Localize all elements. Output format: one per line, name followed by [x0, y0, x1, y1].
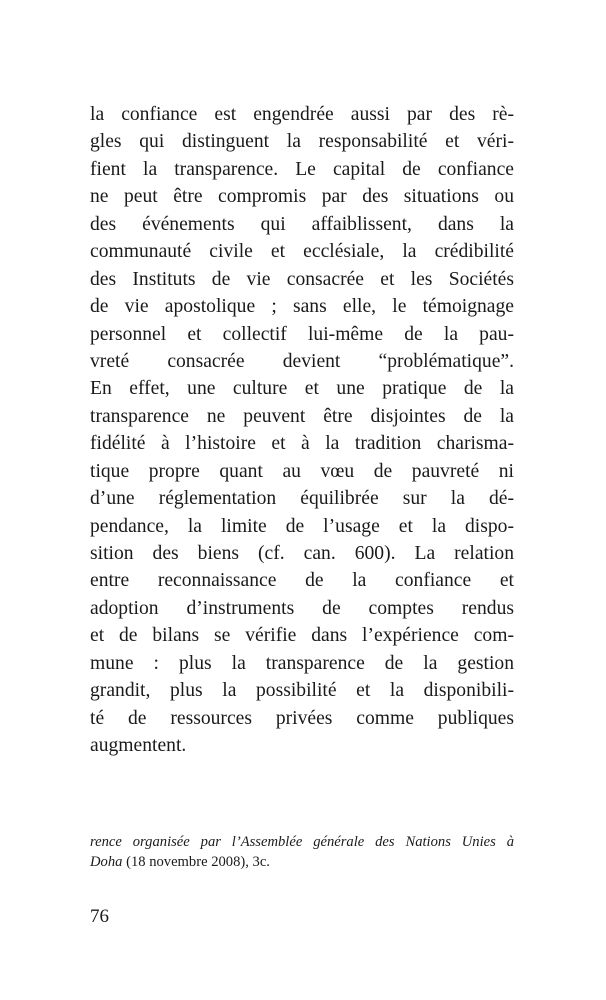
footnote-line: rence organisée par l’Assemblée générale des Nations Unies à	[90, 834, 514, 850]
text-line: communauté civile et ecclésiale, la crédibilité	[90, 241, 514, 263]
text-line: mune : plus la transparence de la gestion	[90, 652, 514, 674]
text-line: augmentent.	[90, 735, 187, 757]
text-line: grandit, plus la possibilité et la disponibili-	[90, 680, 514, 702]
text-line: entre reconnaissance de la confiance et	[90, 570, 514, 592]
text-line: d’une réglementation équilibrée sur la dé-	[90, 488, 514, 510]
footnote-place: Doha	[90, 854, 123, 870]
page-number: 76	[90, 906, 109, 927]
text-line: té de ressources privées comme publiques	[90, 707, 514, 729]
text-line: tique propre quant au vœu de pauvreté ni	[90, 460, 514, 482]
text-line: la confiance est engendrée aussi par des rè-	[90, 104, 514, 125]
text-line: sition des biens (cf. can. 600). La relation	[90, 543, 514, 564]
text-line: gles qui distinguent la responsabilité et véri-	[90, 131, 514, 153]
text-line: fient la transparence. Le capital de confiance	[90, 158, 514, 180]
text-line: vreté consacrée devient “problématique”.	[90, 350, 514, 372]
main-text	[90, 101, 514, 760]
footnote-date: (18 novembre 2008), 3c.	[122, 854, 270, 870]
text-line: et de bilans se vérifie dans l’expérience com-	[90, 625, 514, 647]
footnote	[90, 832, 514, 872]
text-line: personnel et collectif lui-même de la pau-	[90, 323, 514, 345]
text-line: transparence ne peuvent être disjointes de la	[90, 405, 514, 427]
text-line: En effet, une culture et une pratique de la	[90, 378, 514, 400]
text-line: ne peut être compromis par des situations ou	[90, 186, 514, 208]
text-line: des Instituts de vie consacrée et les Sociétés	[90, 268, 514, 290]
text-line: fidélité à l’histoire et à la tradition charisma-	[90, 433, 514, 455]
text-line: adoption d’instruments de comptes rendus	[90, 597, 514, 619]
text-line: de vie apostolique ; sans elle, le témoignage	[90, 296, 514, 318]
text-line: des événements qui affaiblissent, dans la	[90, 213, 514, 235]
footnote-line	[90, 852, 514, 872]
text-line: pendance, la limite de l’usage et la dispo-	[90, 515, 514, 537]
